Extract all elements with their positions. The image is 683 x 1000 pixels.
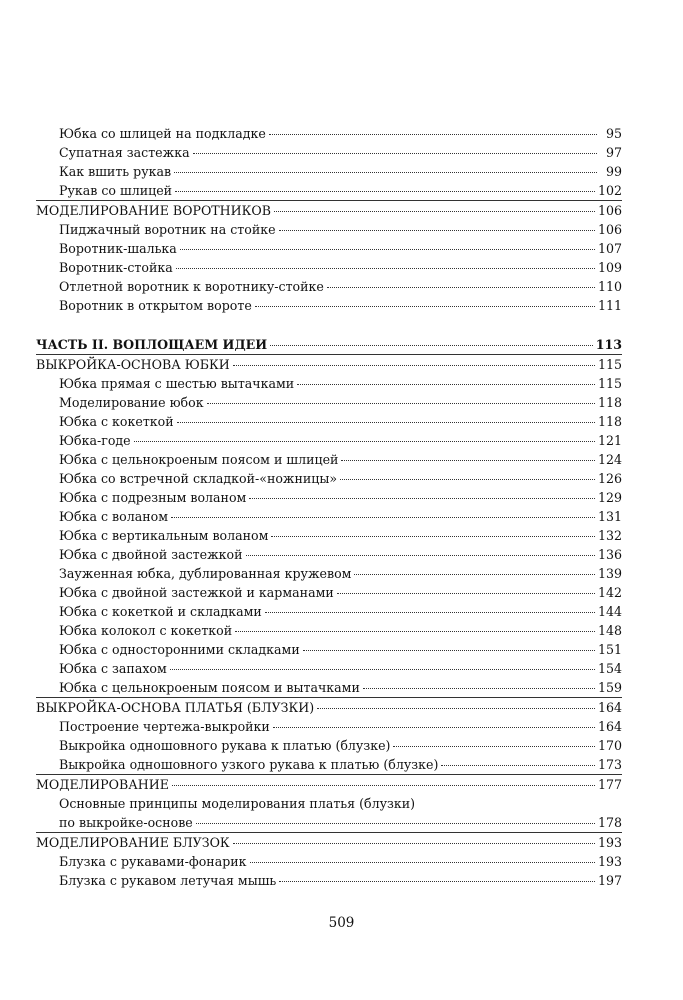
- toc-entry-title: Юбка с цельнокроеным поясом и вытачками: [59, 680, 360, 695]
- leader-dots: [250, 861, 595, 863]
- toc-entry-page: 178: [597, 815, 622, 830]
- leader-dots: [354, 573, 594, 575]
- toc-section-heading[interactable]: [36, 774, 622, 794]
- toc-entry-title: Юбка с односторонними складками: [59, 642, 300, 657]
- toc-entry-page: 131: [597, 509, 622, 524]
- toc-entry[interactable]: [36, 852, 622, 871]
- toc-entry[interactable]: [36, 393, 622, 412]
- toc-entry[interactable]: [36, 871, 622, 890]
- leader-dots: [193, 152, 597, 154]
- leader-dots: [246, 554, 595, 556]
- toc-entry-page: 97: [605, 145, 622, 160]
- toc-entry[interactable]: [36, 412, 622, 431]
- toc-entry[interactable]: [36, 162, 622, 181]
- toc-entry-title: Построение чертежа-выкройки: [59, 719, 270, 734]
- toc-entry-title: Юбка со встречной складкой-«ножницы»: [59, 471, 338, 486]
- leader-dots: [279, 229, 595, 231]
- toc-entry-page: 99: [605, 164, 622, 179]
- toc-section-page: 193: [597, 835, 622, 850]
- toc-entry-title: Блузка с рукавом летучая мышь: [59, 873, 277, 888]
- toc-entry[interactable]: [36, 717, 622, 736]
- toc-part-heading[interactable]: [36, 335, 622, 354]
- toc-entry-title: Выкройка одношовного узкого рукава к платью (блузке): [59, 757, 439, 772]
- toc-entry-page: 170: [597, 738, 622, 753]
- toc-entry-page: 102: [597, 183, 622, 198]
- toc-entry-page: 126: [597, 471, 622, 486]
- toc-section-title: МОДЕЛИРОВАНИЕ: [36, 777, 169, 792]
- toc-part-page: 113: [595, 337, 622, 352]
- leader-dots: [207, 402, 595, 404]
- toc-entry[interactable]: [36, 602, 622, 621]
- toc-entry-page: 193: [597, 854, 622, 869]
- leader-dots: [274, 210, 595, 212]
- toc-section-title: ВЫКРОЙКА-ОСНОВА ПЛАТЬЯ (БЛУЗКИ): [36, 700, 315, 715]
- leader-dots: [327, 286, 595, 288]
- toc-entry-page: 107: [597, 241, 622, 256]
- leader-dots: [175, 190, 595, 192]
- toc-entry[interactable]: [36, 220, 622, 239]
- toc-entry-page: 142: [597, 585, 622, 600]
- toc-section-heading[interactable]: [36, 200, 622, 220]
- toc-entry-title: Юбка с подрезным воланом: [59, 490, 247, 505]
- toc-entry[interactable]: [36, 526, 622, 545]
- leader-dots: [271, 535, 595, 537]
- toc-entry-page: 151: [597, 642, 622, 657]
- leader-dots: [171, 516, 595, 518]
- leader-dots: [393, 745, 595, 747]
- toc-entry[interactable]: [36, 239, 622, 258]
- toc-entry-title: Юбка с двойной застежкой: [59, 547, 243, 562]
- leader-dots: [172, 784, 595, 786]
- toc-entry-title: по выкройке-основе: [59, 815, 193, 830]
- leader-dots: [174, 171, 597, 173]
- toc-entry-title: Зауженная юбка, дублированная кружевом: [59, 566, 352, 581]
- toc-entry-title: Юбка с кокеткой и складками: [59, 604, 262, 619]
- toc-entry[interactable]: [36, 678, 622, 697]
- toc-entry-title: Юбка с двойной застежкой и карманами: [59, 585, 334, 600]
- toc-entry-title: Юбка-годе: [59, 433, 131, 448]
- leader-dots: [233, 842, 595, 844]
- toc-entry-title: Юбка с кокеткой: [59, 414, 174, 429]
- toc-section-page: 164: [597, 700, 622, 715]
- leader-dots: [196, 822, 595, 824]
- toc-section-page: 106: [597, 203, 622, 218]
- toc-entry-page: 106: [597, 222, 622, 237]
- toc-entry[interactable]: [36, 143, 622, 162]
- toc-entry-page: 115: [597, 376, 622, 391]
- leader-dots: [441, 764, 595, 766]
- toc-section-title: МОДЕЛИРОВАНИЕ БЛУЗОК: [36, 835, 230, 850]
- toc-entry[interactable]: [36, 181, 622, 200]
- toc-entry[interactable]: [36, 659, 622, 678]
- toc-entry[interactable]: [36, 813, 622, 832]
- table-of-contents: [36, 124, 622, 890]
- toc-entry-page: 111: [597, 298, 622, 313]
- page-number: 509: [328, 915, 355, 931]
- toc-section-title: ВЫКРОЙКА-ОСНОВА ЮБКИ: [36, 357, 230, 372]
- toc-entry[interactable]: [36, 469, 622, 488]
- toc-entry-title: Юбка с вертикальным воланом: [59, 528, 269, 543]
- toc-entry[interactable]: [36, 583, 622, 602]
- toc-entry-title: Воротник в открытом вороте: [59, 298, 252, 313]
- leader-dots: [363, 687, 595, 689]
- toc-entry-wrapped-line[interactable]: Основные принципы моделирования платья (блузки): [59, 796, 416, 811]
- leader-dots: [170, 668, 595, 670]
- toc-entry[interactable]: [36, 431, 622, 450]
- toc-entry-title: Воротник-шалька: [59, 241, 177, 256]
- toc-entry-title: Юбка со шлицей на подкладке: [59, 126, 266, 141]
- toc-entry-page: 139: [597, 566, 622, 581]
- toc-section-heading[interactable]: [36, 697, 622, 717]
- toc-entry-page: 109: [597, 260, 622, 275]
- leader-dots: [255, 305, 595, 307]
- toc-entry[interactable]: [36, 258, 622, 277]
- toc-entry-page: 121: [597, 433, 622, 448]
- toc-entry[interactable]: [36, 374, 622, 393]
- toc-entry-page: 129: [597, 490, 622, 505]
- toc-entry-page: 144: [597, 604, 622, 619]
- leader-dots: [265, 611, 595, 613]
- toc-section-page: 177: [597, 777, 622, 792]
- leader-dots: [134, 440, 595, 442]
- leader-dots: [233, 364, 595, 366]
- toc-section-heading[interactable]: [36, 832, 622, 852]
- toc-entry-page: 110: [597, 279, 622, 294]
- toc-entry-page: 118: [597, 414, 622, 429]
- leader-dots: [279, 880, 595, 882]
- toc-entry[interactable]: [36, 124, 622, 143]
- toc-entry-title: Юбка с цельнокроеным поясом и шлицей: [59, 452, 339, 467]
- toc-entry-title: Пиджачный воротник на стойке: [59, 222, 276, 237]
- toc-entry-title: Рукав со шлицей: [59, 183, 173, 198]
- toc-entry-page: 173: [597, 757, 622, 772]
- leader-dots: [180, 248, 595, 250]
- toc-entry-page: 95: [605, 126, 622, 141]
- toc-entry[interactable]: [36, 488, 622, 507]
- toc-part-title: ЧАСТЬ II. ВОПЛОЩАЕМ ИДЕИ: [36, 337, 268, 352]
- toc-section-page: 115: [597, 357, 622, 372]
- toc-entry[interactable]: [36, 450, 622, 469]
- leader-dots: [340, 478, 595, 480]
- toc-entry-page: 197: [597, 873, 622, 888]
- leader-dots: [249, 497, 595, 499]
- toc-entry-page: 154: [597, 661, 622, 676]
- toc-entry[interactable]: [36, 277, 622, 296]
- toc-entry-title: Юбка с запахом: [59, 661, 167, 676]
- leader-dots: [317, 707, 595, 709]
- toc-entry[interactable]: [36, 755, 622, 774]
- toc-entry-page: 124: [597, 452, 622, 467]
- toc-entry[interactable]: [36, 507, 622, 526]
- toc-entry-page: 118: [597, 395, 622, 410]
- toc-entry[interactable]: [36, 621, 622, 640]
- toc-entry-title: Моделирование юбок: [59, 395, 204, 410]
- toc-entry-title: Супатная застежка: [59, 145, 190, 160]
- toc-entry[interactable]: [36, 545, 622, 564]
- leader-dots: [297, 383, 595, 385]
- toc-entry[interactable]: [36, 296, 622, 315]
- toc-entry-title: Блузка с рукавами-фонарик: [59, 854, 247, 869]
- leader-dots: [270, 344, 593, 346]
- toc-entry[interactable]: [36, 736, 622, 755]
- toc-entry[interactable]: [36, 564, 622, 583]
- toc-entry-title: Отлетной воротник к воротнику-стойке: [59, 279, 324, 294]
- toc-entry-title: Выкройка одношовного рукава к платью (блузке): [59, 738, 391, 753]
- leader-dots: [273, 726, 595, 728]
- toc-section-title: МОДЕЛИРОВАНИЕ ВОРОТНИКОВ: [36, 203, 271, 218]
- toc-section-heading[interactable]: [36, 354, 622, 374]
- leader-dots: [269, 133, 597, 135]
- leader-dots: [337, 592, 595, 594]
- toc-entry-page: 148: [597, 623, 622, 638]
- toc-entry[interactable]: [36, 640, 622, 659]
- toc-entry-title: Юбка с воланом: [59, 509, 169, 524]
- leader-dots: [303, 649, 595, 651]
- leader-dots: [177, 421, 595, 423]
- leader-dots: [176, 267, 595, 269]
- toc-entry-title: Воротник-стойка: [59, 260, 173, 275]
- toc-entry-title: Юбка прямая с шестью вытачками: [59, 376, 295, 391]
- toc-entry-page: 164: [597, 719, 622, 734]
- toc-entry-title: Как вшить рукав: [59, 164, 172, 179]
- leader-dots: [341, 459, 595, 461]
- toc-entry-title: Юбка колокол с кокеткой: [59, 623, 233, 638]
- leader-dots: [235, 630, 595, 632]
- toc-entry-page: 159: [597, 680, 622, 695]
- toc-entry-page: 136: [597, 547, 622, 562]
- toc-entry-page: 132: [597, 528, 622, 543]
